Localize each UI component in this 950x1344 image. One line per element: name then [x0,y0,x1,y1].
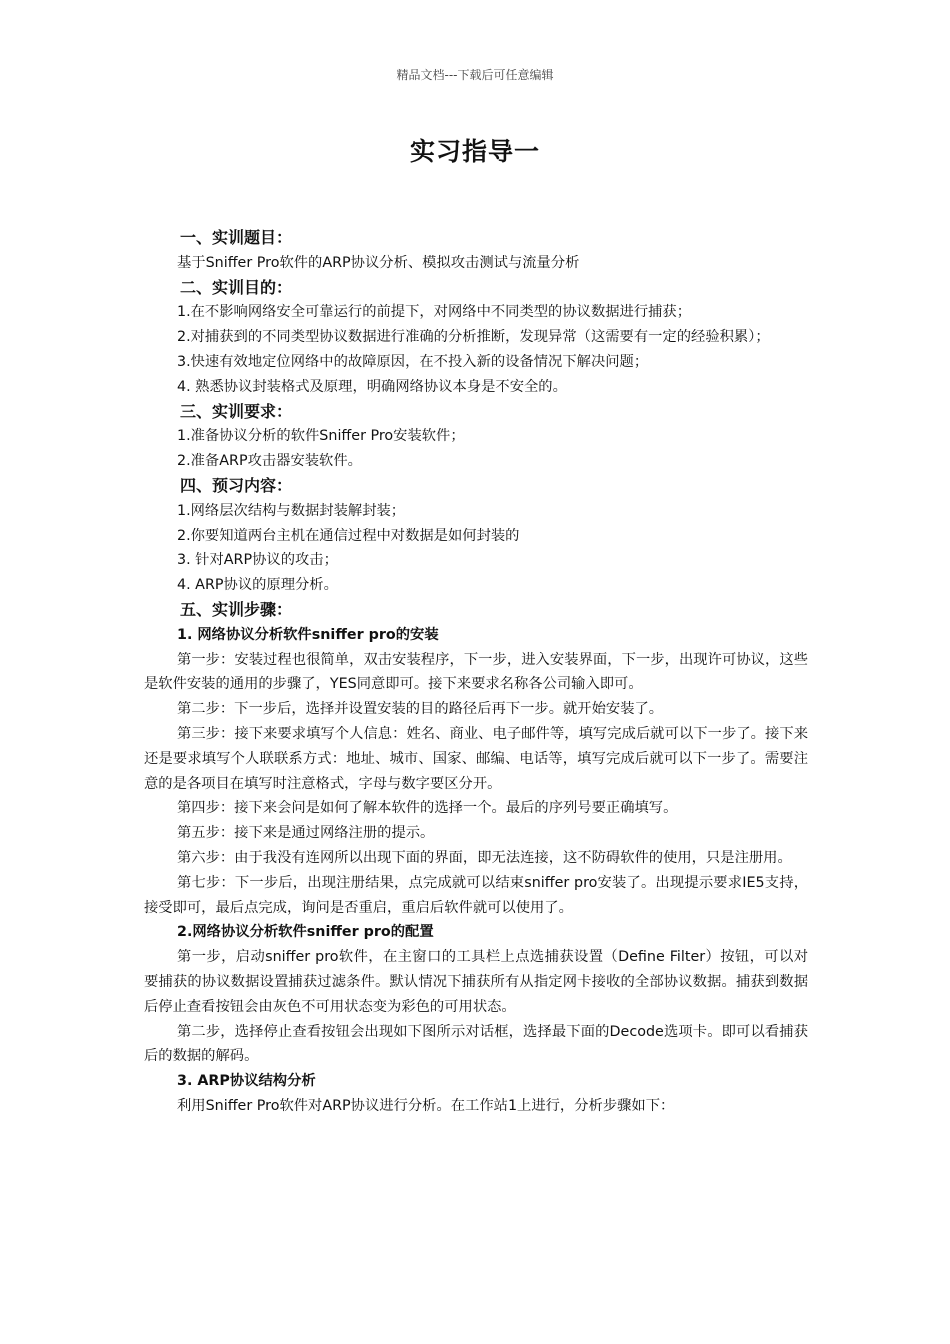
body-paragraph: 第一步：安装过程也很简单，双击安装程序，下一步，进入安装界面，下一步，出现许可协议，这些是软件安装的通用的步骤了，YES同意即可。接下来要求名称各公司输入即可。 [144,651,808,693]
subsection-heading: 2.网络协议分析软件sniffer pro的配置 [177,924,434,941]
body-paragraph: 2.准备ARP攻击器安装软件。 [177,453,362,470]
body-paragraph: 利用Sniffer Pro软件对ARP协议进行分析。在工作站1上进行，分析步骤如下： [177,1097,675,1114]
body-paragraph: 2.你要知道两台主机在通信过程中对数据是如何封装的 [177,527,520,544]
body-paragraph: 第一步，启动sniffer pro软件，在主窗口的工具栏上点选捕获设置（Define Filter）按钮，可以对要捕获的协议数据设置捕获过滤条件。默认情况下捕获所有从指定网卡接收的全部协议数据。捕获到数据后停止查看按钮会由灰色不可用状态变为彩色的可用状态。 [144,949,808,1015]
section-heading: 四、预习内容： [180,475,293,495]
section-heading: 三、实训要求： [180,401,293,421]
subsection-heading: 3. ARP协议结构分析 [177,1073,316,1090]
body-paragraph: 第四步：接下来会问是如何了解本软件的选择一个。最后的序列号要正确填写。 [177,800,678,817]
body-paragraph: 3.快速有效地定位网络中的故障原因，在不投入新的设备情况下解决问题； [177,353,649,370]
section-heading: 五、实训步骤： [180,599,293,619]
body-paragraph: 第三步：接下来要求填写个人信息：姓名、商业、电子邮件等，填写完成后就可以下一步了。接下来还是要求填写个人联联系方式：地址、城市、国家、邮编、电话等，填写完成后就可以下一步了。需要注意的是各项目在填写时注意格式，字母与数字要区分开。 [144,725,808,792]
page-header: 精品文档---下载后可任意编辑 [396,68,554,82]
section-heading: 一、实训题目： [180,228,293,247]
body-paragraph: 第七步：下一步后，出现注册结果，点完成就可以结束sniffer pro安装了。出现提示要求IE5支持，接受即可，最后点完成，询问是否重启，重启后软件就可以使用了。 [144,874,808,916]
subsection-heading: 1. 网络协议分析软件sniffer pro的安装 [177,626,439,643]
body-paragraph: 第五步：接下来是通过网络注册的提示。 [177,825,435,842]
body-paragraph: 1.准备协议分析的软件Sniffer Pro安装软件； [177,428,465,445]
body-paragraph: 第二步，选择停止查看按钮会出现如下图所示对话框，选择最下面的Decode选项卡。即可以看捕获后的数据的解码。 [144,1023,808,1065]
body-paragraph: 2.对捕获到的不同类型协议数据进行准确的分析推断，发现异常（这需要有一定的经验积累）； [177,329,770,346]
document-title: 实习指导一 [409,137,540,166]
body-paragraph: 1.网络层次结构与数据封装解封装； [177,502,406,519]
body-paragraph: 1.在不影响网络安全可靠运行的前提下，对网络中不同类型的协议数据进行捕获； [177,304,692,321]
document-body [144,226,808,1119]
body-paragraph: 4. 熟悉协议封装格式及原理，明确网络协议本身是不安全的。 [177,378,567,395]
body-paragraph: 4. ARP协议的原理分析。 [177,577,338,594]
section-heading: 二、实训目的： [180,277,293,297]
body-paragraph: 第六步：由于我没有连网所以出现下面的界面，即无法连接，这不防碍软件的使用，只是注册用。 [177,849,792,866]
body-paragraph: 基于Sniffer Pro软件的ARP协议分析、模拟攻击测试与流量分析 [177,254,580,271]
body-paragraph: 第二步：下一步后，选择并设置安装的目的路径后再下一步。就开始安装了。 [177,701,664,718]
body-paragraph: 3. 针对ARP协议的攻击； [177,552,338,569]
